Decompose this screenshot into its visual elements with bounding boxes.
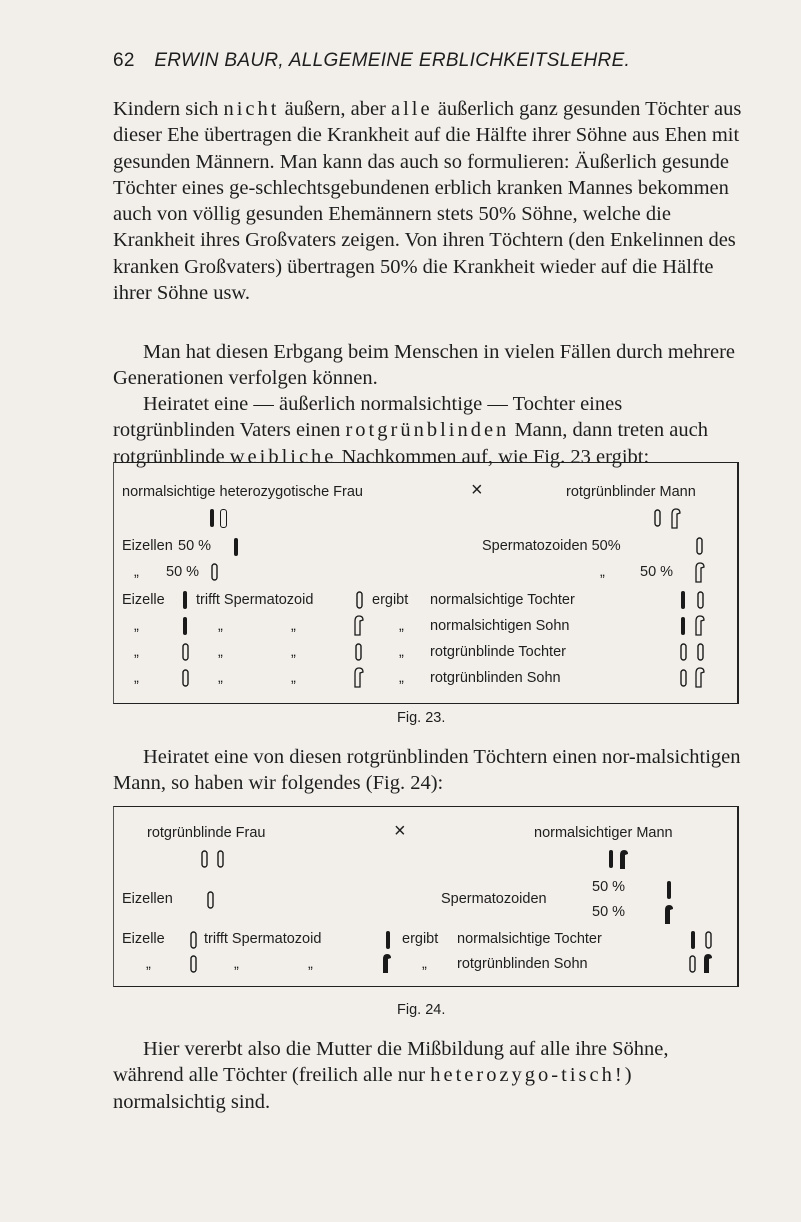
filled-x-chromosome-icon <box>210 509 214 527</box>
ditto-mark: „ <box>218 644 223 660</box>
paragraph-4: Heiratet eine von diesen rotgrünblinden Töchtern einen nor-malsichtigen Mann, so haben wir folgendes (Fig. 24): <box>113 746 741 795</box>
fig23-row1-result: normalsichtige Tochter <box>430 592 575 608</box>
ditto-mark: „ <box>218 670 223 686</box>
fig24-row1-eizelle: Eizelle <box>122 931 165 947</box>
fig23-row3-result: rotgrünblinde Tochter <box>430 644 566 660</box>
filled-x-chromosome-icon <box>667 881 671 899</box>
hollow-x-chromosome-icon <box>705 931 712 949</box>
fig23-caption: Fig. 23. <box>397 710 446 726</box>
cross-symbol: × <box>394 820 406 842</box>
fig24-sperm-pct2: 50 % <box>592 904 626 920</box>
fig23-eizellen-pct2: 50 % <box>166 564 200 580</box>
ditto-mark: „ <box>234 956 239 972</box>
ditto-mark: „ <box>218 618 223 634</box>
filled-x-chromosome-icon <box>183 591 187 609</box>
hollow-x-chromosome-icon <box>190 931 197 949</box>
hollow-x-chromosome-icon <box>356 591 363 609</box>
fig24-row1-trifft: trifft Spermatozoid <box>204 931 322 947</box>
fig23-eizellen-label: Eizellen <box>122 538 173 554</box>
fig24-eizellen-label: Eizellen <box>122 891 173 907</box>
fig24-row1-ergibt: ergibt <box>402 931 439 947</box>
ditto-mark: „ <box>399 670 404 686</box>
hollow-x-chromosome-icon <box>680 669 687 687</box>
fig24-sperm-pct1: 50 % <box>592 879 626 895</box>
fig24-sperm-label: Spermatozoiden <box>441 891 547 907</box>
ditto-mark: „ <box>291 670 296 686</box>
fig24-row1-result: normalsichtige Tochter <box>457 931 602 947</box>
fig23-row4-result: rotgrünblinden Sohn <box>430 670 561 686</box>
paragraph-1: Kindern sich nicht äußern, aber alle äußerlich ganz gesunden Töchter aus dieser Ehe übertragen die Krankheit auf die Hälfte ihrer Söhne aus Ehen mit gesunden Männern. Man kann das auch so formulieren: Äußerlich gesunde Töchter eines ge-schlechtsgebundenen erblich kranken Mannes bekommen auch von völlig gesunden Ehemännern stets 50% Söhne, welche die Krankheit ihres Großvaters zeigen. Von ihren Töchtern (den Enkelinnen des kranken Großvaters) übertragen 50% die Krankheit wieder auf die Hälfte ihrer Söhne usw. <box>113 98 742 305</box>
hollow-y-chromosome-icon <box>351 614 365 636</box>
paragraph-5: Hier vererbt also die Mutter die Mißbildung auf alle ihre Söhne, während alle Töchter (freilich alle nur heterozygo-tisch!) normalsichtig sind. <box>113 1038 669 1113</box>
hollow-x-chromosome-icon <box>182 643 189 661</box>
fig24-left-title: rotgrünblinde Frau <box>147 825 266 841</box>
ditto-mark: „ <box>134 644 139 660</box>
figure-24 <box>113 806 739 987</box>
ditto-mark: „ <box>134 564 139 580</box>
fig23-row1-eizelle: Eizelle <box>122 592 165 608</box>
filled-x-chromosome-icon <box>681 591 685 609</box>
filled-x-chromosome-icon <box>234 538 238 556</box>
fig23-row1-ergibt: ergibt <box>372 592 409 608</box>
hollow-y-chromosome-icon <box>351 666 365 688</box>
filled-x-chromosome-icon <box>681 617 685 635</box>
hollow-y-chromosome-icon <box>668 507 682 529</box>
hollow-x-chromosome-icon <box>689 955 696 973</box>
ditto-mark: „ <box>399 644 404 660</box>
fig23-row1-trifft: trifft Spermatozoid <box>196 592 314 608</box>
hollow-x-chromosome-icon <box>201 850 208 868</box>
filled-y-chromosome-icon <box>379 952 393 974</box>
hollow-x-chromosome-icon <box>182 669 189 687</box>
ditto-mark: „ <box>308 956 313 972</box>
hollow-x-chromosome-icon <box>680 643 687 661</box>
ditto-mark: „ <box>600 564 605 580</box>
filled-x-chromosome-icon <box>386 931 390 949</box>
fig24-right-title: normalsichtiger Mann <box>534 825 673 841</box>
fig23-eizellen-pct1: 50 % <box>178 538 212 554</box>
fig24-row2-result: rotgrünblinden Sohn <box>457 956 588 972</box>
fig23-row2-result: normalsichtigen Sohn <box>430 618 570 634</box>
filled-x-chromosome-icon <box>183 617 187 635</box>
ditto-mark: „ <box>134 670 139 686</box>
running-header <box>113 50 693 72</box>
hollow-y-chromosome-icon <box>692 666 706 688</box>
filled-y-chromosome-icon <box>661 903 675 925</box>
filled-x-chromosome-icon <box>609 850 613 868</box>
ditto-mark: „ <box>134 618 139 634</box>
hollow-x-chromosome-icon <box>355 643 362 661</box>
ditto-mark: „ <box>146 956 151 972</box>
page-number: 62 <box>113 50 135 71</box>
hollow-x-chromosome-icon <box>211 563 218 581</box>
fig24-caption: Fig. 24. <box>397 1002 446 1018</box>
cross-symbol: × <box>471 479 483 501</box>
hollow-x-chromosome-icon <box>697 591 704 609</box>
hollow-x-chromosome-icon <box>654 509 661 527</box>
hollow-x-chromosome-icon <box>207 891 214 909</box>
fig23-sperm-pct2: 50 % <box>640 564 674 580</box>
hollow-x-chromosome-icon <box>217 850 224 868</box>
fig23-left-title: normalsichtige heterozygotische Frau <box>122 484 363 500</box>
paragraph-2: Man hat diesen Erbgang beim Menschen in vielen Fällen durch mehrere Generationen verfolgen können. <box>113 341 736 390</box>
fig23-right-title: rotgrünblinder Mann <box>566 484 696 500</box>
hollow-x-chromosome-icon <box>190 955 197 973</box>
hollow-x-chromosome-icon <box>696 537 703 555</box>
figure-23 <box>113 462 739 704</box>
filled-y-chromosome-icon <box>616 848 630 870</box>
hollow-x-chromosome-icon <box>697 643 704 661</box>
paragraph-3: Heiratet eine — äußerlich normalsichtige — Tochter eines rotgrünblinden Vaters einen rotgrünblinden Mann, dann treten auch rotgrünblinde weibliche Nachkommen auf, wie Fig. 23 ergibt: <box>113 393 708 468</box>
ditto-mark: „ <box>422 956 427 972</box>
ditto-mark: „ <box>399 618 404 634</box>
fig23-sperm-label: Spermatozoiden 50% <box>482 538 621 554</box>
filled-x-chromosome-icon <box>691 931 695 949</box>
filled-y-chromosome-icon <box>700 952 714 974</box>
hollow-y-chromosome-icon <box>692 561 706 583</box>
hollow-y-chromosome-icon <box>692 614 706 636</box>
hollow-x-chromosome-icon <box>220 509 227 528</box>
ditto-mark: „ <box>291 618 296 634</box>
ditto-mark: „ <box>291 644 296 660</box>
running-title: ERWIN BAUR, ALLGEMEINE ERBLICHKEITSLEHRE. <box>154 50 631 71</box>
